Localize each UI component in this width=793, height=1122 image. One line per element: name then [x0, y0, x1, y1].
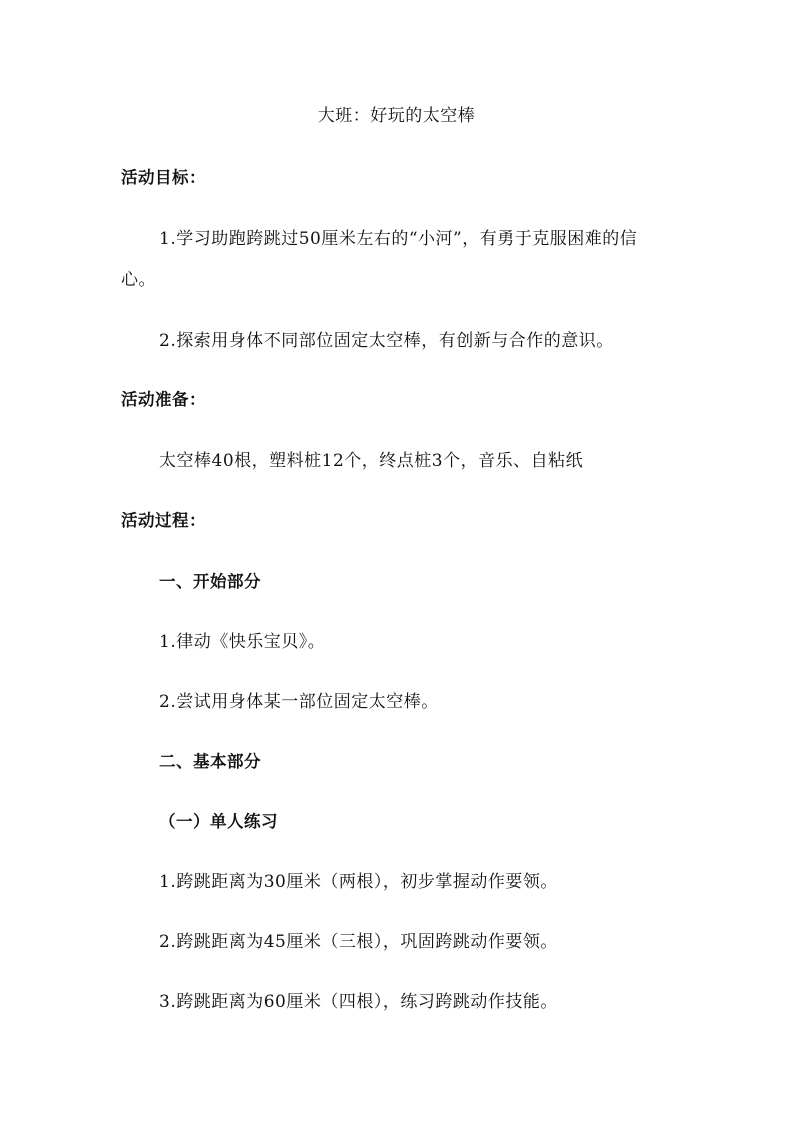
- goals-heading: 活动目标：: [121, 168, 206, 187]
- part-1-item-2: 2.尝试用身体某一部位固定太空棒。: [159, 692, 439, 712]
- part-2-item-1: 1.跨跳距离为30厘米（两根），初步掌握动作要领。: [159, 872, 558, 892]
- prep-heading: 活动准备：: [121, 390, 206, 409]
- goal-2: 2.探索用身体不同部位固定太空棒，有创新与合作的意识。: [159, 331, 614, 351]
- goal-1-line-1: 1.学习助跑跨跳过50厘米左右的“小河”，有勇于克服困难的信: [159, 229, 638, 249]
- part-2-item-2: 2.跨跳距离为45厘米（三根），巩固跨跳动作要领。: [159, 932, 558, 952]
- document-title: 大班：好玩的太空棒: [317, 106, 476, 126]
- part-2-heading: 二、基本部分: [159, 752, 261, 771]
- part-1-item-1: 1.律动《快乐宝贝》。: [159, 632, 326, 652]
- part-2-sub-heading: （一）单人练习: [159, 812, 278, 831]
- part-2-item-3: 3.跨跳距离为60厘米（四根），练习跨跳动作技能。: [159, 992, 558, 1012]
- process-heading: 活动过程：: [121, 511, 206, 530]
- goal-1-line-2: 心。: [121, 270, 156, 290]
- part-1-heading: 一、开始部分: [159, 572, 261, 591]
- prep-text: 太空棒40根，塑料桩12个，终点桩3个，音乐、自粘纸: [159, 451, 584, 471]
